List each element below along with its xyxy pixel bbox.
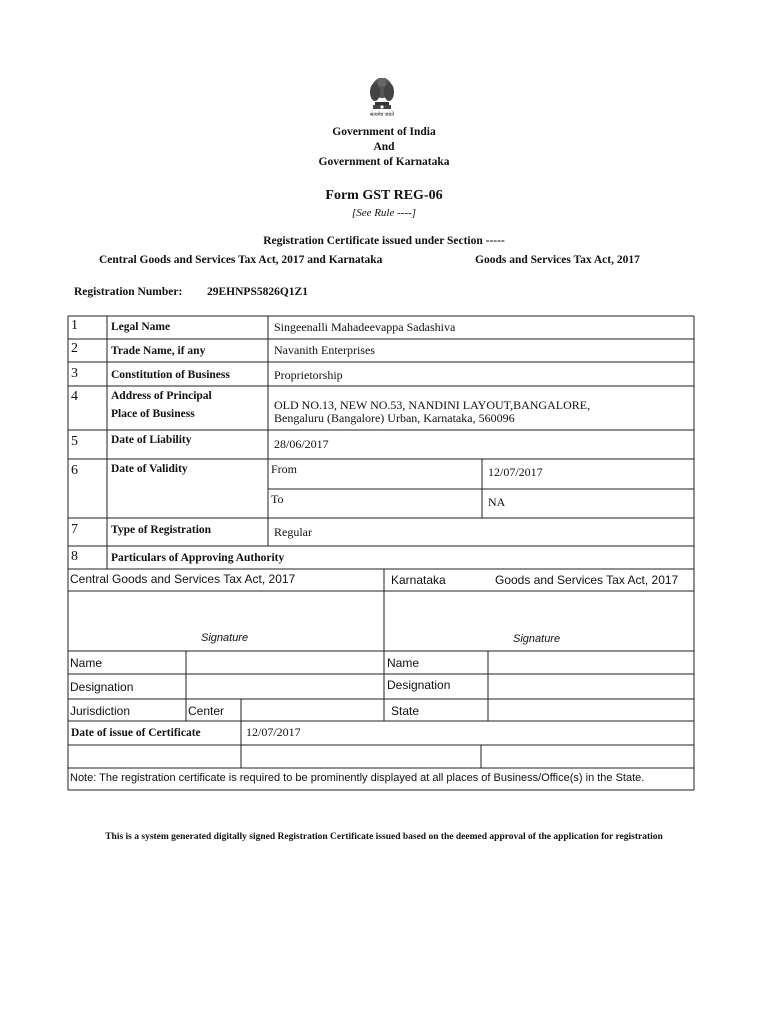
row-number: 5	[71, 434, 78, 449]
state-signature-label: Signature	[513, 633, 561, 645]
and-text: And	[373, 141, 395, 153]
row-number: 4	[71, 389, 78, 404]
row-number: 3	[71, 366, 78, 381]
jurisdiction-label: Jurisdiction	[70, 704, 131, 718]
row-number: 2	[71, 341, 78, 356]
central-act-label: Central Goods and Services Tax Act, 2017	[70, 572, 296, 586]
validity-from-label: From	[271, 462, 298, 476]
approving-authority-heading: Particulars of Approving Authority	[111, 552, 285, 564]
constitution-value: Proprietorship	[274, 368, 343, 382]
address-value-line1: OLD NO.13, NEW NO.53, NANDINI LAYOUT,BANGALORE,	[274, 398, 591, 412]
validity-to-value: NA	[488, 495, 506, 509]
gov-state-heading: Government of Karnataka	[318, 156, 450, 168]
address-label-line2: Place of Business	[111, 408, 195, 420]
central-signature-label: Signature	[201, 632, 249, 644]
legal-name-value: Singeenalli Mahadeevappa Sadashiva	[274, 320, 456, 334]
date-of-issue-label: Date of issue of Certificate	[71, 727, 201, 739]
row-number: 1	[71, 318, 78, 333]
date-of-liability-value: 28/06/2017	[274, 437, 329, 451]
svg-text:सत्यमेव जयते: सत्यमेव जयते	[369, 113, 395, 118]
state-name-label: Karnataka	[391, 573, 446, 587]
state-designation-label: Designation	[387, 678, 451, 692]
state-label: State	[391, 704, 420, 718]
address-value-line2: Bengaluru (Bangalore) Urban, Karnataka, 560096	[274, 411, 515, 425]
system-generated-footer: This is a system generated digitally signed Registration Certificate issued based on the deemed approval of the application for registration	[105, 832, 663, 842]
central-act-line: Central Goods and Services Tax Act, 2017 and Karnataka	[99, 254, 383, 266]
state-act-line: Goods and Services Tax Act, 2017	[475, 254, 640, 266]
constitution-label: Constitution of Business	[111, 369, 230, 381]
address-label-line1: Address of Principal	[111, 390, 212, 402]
validity-from-value: 12/07/2017	[488, 465, 543, 479]
date-of-liability-label: Date of Liability	[111, 434, 192, 446]
date-of-issue-value: 12/07/2017	[246, 725, 301, 739]
central-name-label: Name	[70, 656, 103, 670]
validity-to-label: To	[271, 492, 284, 506]
row-number: 7	[71, 522, 78, 537]
trade-name-value: Navanith Enterprises	[274, 343, 375, 357]
type-of-registration-label: Type of Registration	[111, 524, 212, 536]
rule-reference: [See Rule ----]	[351, 207, 417, 219]
display-note: Note: The registration certificate is required to be prominently displayed at all places of Business/Office(s) in the State.	[70, 772, 645, 784]
center-label: Center	[188, 704, 225, 718]
registration-number-label: Registration Number:	[74, 286, 183, 298]
legal-name-label: Legal Name	[111, 321, 171, 333]
trade-name-label: Trade Name, if any	[111, 345, 206, 357]
state-name-field-label: Name	[387, 656, 420, 670]
central-designation-label: Designation	[70, 680, 134, 694]
gov-india-heading: Government of India	[332, 126, 436, 138]
section-heading: Registration Certificate issued under Section -----	[263, 235, 505, 247]
date-of-validity-label: Date of Validity	[111, 463, 188, 475]
row-number: 6	[71, 463, 78, 478]
type-of-registration-value: Regular	[274, 525, 312, 539]
row-number: 8	[71, 549, 78, 564]
registration-number-value: 29EHNPS5826Q1Z1	[207, 286, 308, 298]
form-title: Form GST REG-06	[325, 188, 443, 203]
state-act-label: Goods and Services Tax Act, 2017	[495, 573, 679, 587]
